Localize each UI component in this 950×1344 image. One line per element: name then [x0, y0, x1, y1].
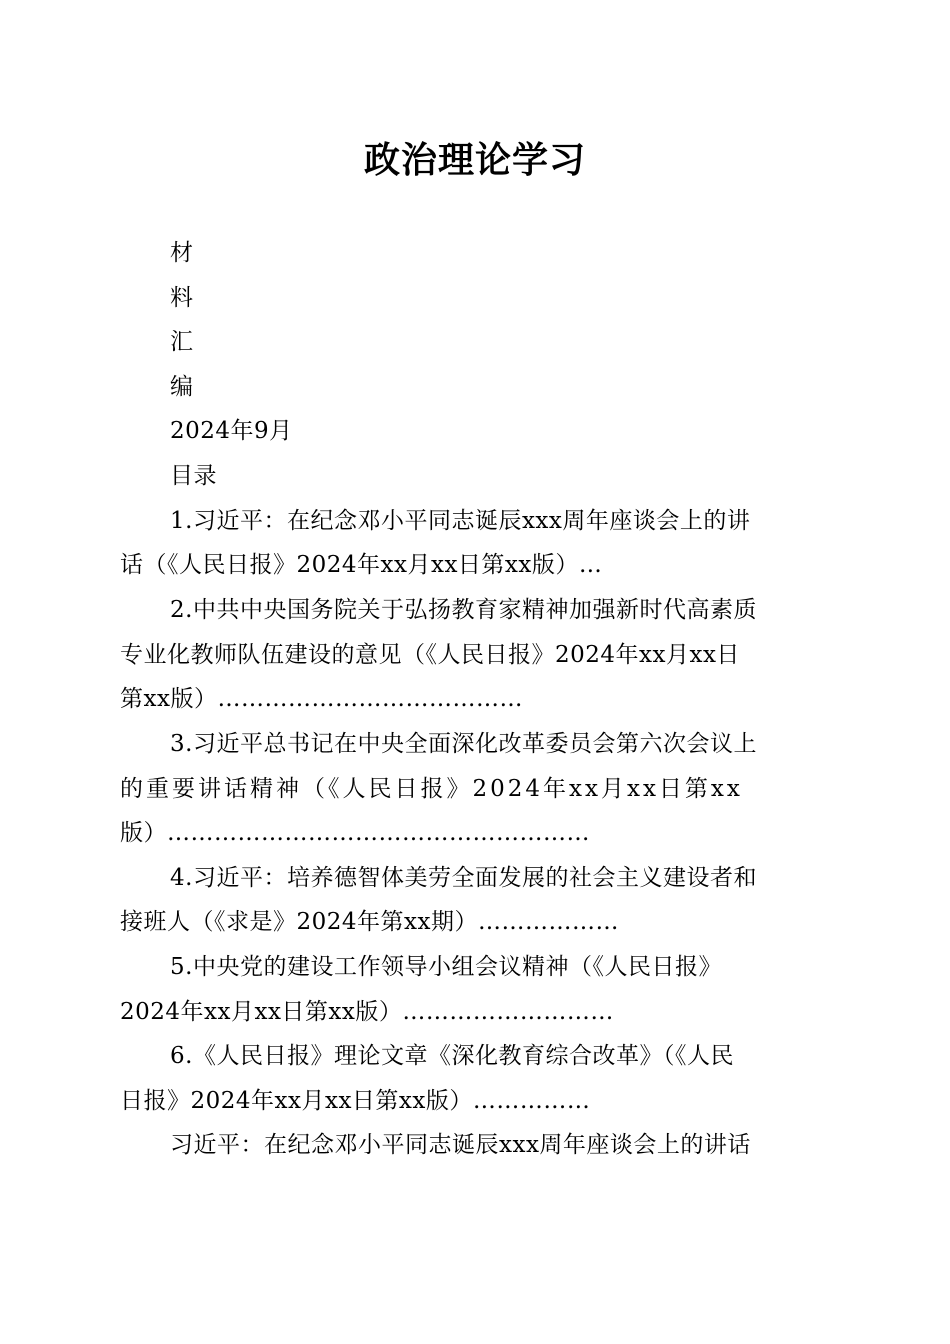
cover-char-1: 材	[170, 240, 194, 266]
toc-line: 3.习近平总书记在中央全面深化改革委员会第六次会议上	[170, 731, 757, 757]
section-heading: 习近平：在纪念邓小平同志诞辰xxx周年座谈会上的讲话	[170, 1132, 751, 1158]
toc-line: 第xx版）…………………………………	[120, 686, 523, 712]
toc-heading: 目录	[170, 463, 217, 489]
toc-line: 2.中共中央国务院关于弘扬教育家精神加强新时代高素质	[170, 597, 757, 623]
toc-line: 话（《人民日报》2024年xx月xx日第xx版）…	[120, 552, 603, 578]
cover-char-3: 汇	[170, 329, 194, 355]
toc-line: 5.中央党的建设工作领导小组会议精神（《人民日报》	[170, 954, 722, 980]
toc-line: 4.习近平：培养德智体美劳全面发展的社会主义建设者和	[170, 865, 757, 891]
document-date: 2024年9月	[170, 418, 293, 444]
document-title: 政治理论学习	[363, 139, 586, 181]
toc-line: 1.习近平：在纪念邓小平同志诞辰xxx周年座谈会上的讲	[170, 508, 751, 534]
cover-char-4: 编	[170, 374, 194, 400]
toc-line: 接班人（《求是》2024年第xx期）………………	[120, 909, 619, 935]
toc-line: 6.《人民日报》理论文章《深化教育综合改革》（《人民	[170, 1043, 734, 1069]
toc-line: 日报》2024年xx月xx日第xx版）……………	[120, 1088, 591, 1114]
cover-char-2: 料	[170, 285, 194, 311]
toc-line: 的重要讲话精神（《人民日报》2024年xx月xx日第xx	[120, 776, 743, 802]
toc-line: 版）………………………………………………	[120, 820, 590, 846]
toc-line: 2024年xx月xx日第xx版）………………………	[120, 999, 614, 1025]
toc-line: 专业化教师队伍建设的意见（《人民日报》2024年xx月xx日	[120, 642, 740, 668]
